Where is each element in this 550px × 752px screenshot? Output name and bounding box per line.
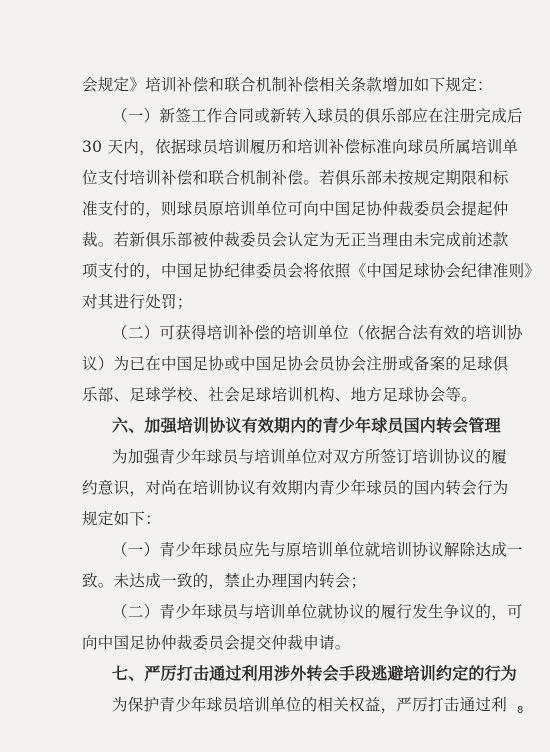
text-line: 对其进行处罚；: [82, 293, 193, 311]
text-line: 为加强青少年球员与培训单位对双方所签订培训协议的履: [112, 448, 508, 466]
text-line: 致。未达成一致的，禁止办理国内转会；: [82, 572, 367, 590]
text-line: 位支付培训补偿和联合机制补偿。若俱乐部未按规定期限和标: [82, 169, 509, 187]
text-line: 议）为已在中国足协或中国足协会员协会注册或备案的足球俱: [82, 355, 509, 373]
text-line: （一）新签工作合同或新转入球员的俱乐部应在注册完成后: [112, 107, 523, 125]
text-line: （二）青少年球员与培训单位就协议的履行发生争议的，可: [112, 603, 523, 621]
text-line: 乐部、足球学校、社会足球培训机构、地方足球协会等。: [82, 386, 478, 404]
text-line: 向中国足协仲裁委员会提交仲裁申请。: [82, 634, 351, 652]
section-heading: 七、严厉打击通过利用涉外转会手段逃避培训约定的行为: [112, 664, 518, 683]
section-heading: 六、加强培训协议有效期内的青少年球员国内转会管理: [112, 416, 501, 435]
text-line: 准支付的，则球员原培训单位可向中国足协仲裁委员会提起仲: [82, 200, 509, 218]
text-line: 为保护青少年球员培训单位的相关权益，严厉打击通过利: [112, 696, 508, 714]
text-line: （一）青少年球员应先与原培训单位就培训协议解除达成一: [112, 541, 523, 559]
page-number: 8: [517, 705, 524, 716]
text-line: 裁。若新俱乐部被仲裁委员会认定为无正当理由未完成前述款: [82, 231, 509, 249]
text-line: 项支付的，中国足协纪律委员会将依照《中国足球协会纪律准则》: [82, 262, 541, 280]
text-line: （二）可获得培训补偿的培训单位（依据合法有效的培训协: [112, 324, 523, 342]
text-line: 30 天内，依据球员培训履历和培训补偿标准向球员所属培训单: [82, 138, 519, 156]
text-line: 会规定》培训补偿和联合机制补偿相关条款增加如下规定：: [82, 76, 493, 94]
text-line: 约意识，对尚在培训协议有效期内青少年球员的国内转会行为: [82, 479, 509, 497]
text-line: 规定如下：: [82, 510, 162, 528]
